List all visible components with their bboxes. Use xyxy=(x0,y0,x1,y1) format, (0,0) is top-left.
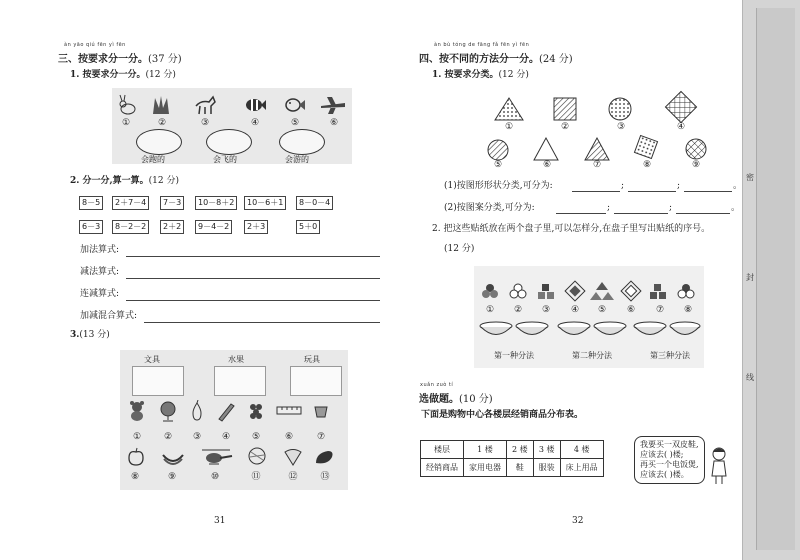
speech-bubble xyxy=(634,436,705,484)
floor-header-cell: 2 楼 xyxy=(507,441,534,459)
q3-points: (13 分) xyxy=(79,330,110,340)
stickers-row xyxy=(480,280,700,304)
q1-number-6: ⑥ xyxy=(329,118,339,128)
category-label-stationery: 文具 xyxy=(144,355,160,364)
pattern-end: 。 xyxy=(731,203,741,213)
answer-line-mixed[interactable] xyxy=(144,322,380,323)
pencil-icon xyxy=(216,400,236,422)
shape-number-6: ⑥ xyxy=(542,160,552,170)
shape-sep-1: ; xyxy=(621,181,625,191)
rabbit-icon xyxy=(116,94,138,116)
plate-2b[interactable] xyxy=(594,322,626,335)
eq-r1-5: 10－6＋1 xyxy=(244,196,286,210)
floor-goods-cell: 家用电器 xyxy=(464,459,507,477)
r-q1-title: 1. 按要求分类。 xyxy=(432,70,499,80)
q3-number-7: ⑦ xyxy=(316,432,326,442)
group-label-fly: 会飞的 xyxy=(213,155,237,164)
plate-3b[interactable] xyxy=(670,322,700,335)
sticker-1 xyxy=(482,284,498,298)
eggplant-icon xyxy=(312,447,336,467)
sticker-number-3: ③ xyxy=(541,305,551,315)
r-q2-title: 2. 把这些贴纸放在两个盘子里,可以怎样分,在盘子里写出贴纸的序号。 xyxy=(432,224,711,234)
floor-header-cell: 4 楼 xyxy=(560,441,603,459)
horse-icon xyxy=(193,94,217,116)
q3-title: 3. xyxy=(70,330,80,340)
category-label-fruit: 水果 xyxy=(228,355,244,364)
globe-icon xyxy=(158,400,178,422)
sticker-6 xyxy=(621,281,641,301)
eq-r1-1: 8－5 xyxy=(79,196,103,210)
classify-by-shape-label: (1)按图形形状分类,可分为: xyxy=(444,181,553,191)
floor-header-cell: 1 楼 xyxy=(464,441,507,459)
box-fruit[interactable] xyxy=(214,366,266,396)
shape-answer-2[interactable] xyxy=(628,191,676,192)
label-mixed: 加减混合算式: xyxy=(80,311,138,321)
airplane-icon xyxy=(319,94,347,116)
plates-row xyxy=(478,320,702,340)
shape-answer-3[interactable] xyxy=(684,191,732,192)
answer-line-consecutive-subtraction[interactable] xyxy=(126,300,380,301)
label-addition: 加法算式: xyxy=(80,245,120,255)
floor-header-cell: 3 楼 xyxy=(533,441,560,459)
page-number-right: 32 xyxy=(572,516,584,526)
label-subtraction: 减法算式: xyxy=(80,267,120,277)
eq-r2-3: 2＋2 xyxy=(160,220,184,234)
fish-icon xyxy=(283,94,307,116)
binding-char-1: 密 xyxy=(746,173,754,182)
method-label-1: 第一种分法 xyxy=(494,351,534,360)
binding-inner-strip xyxy=(756,8,795,550)
bananas-icon xyxy=(161,449,185,467)
sticker-number-4: ④ xyxy=(570,305,580,315)
q3-number-8: ⑧ xyxy=(130,472,140,482)
section4-heading xyxy=(419,50,573,65)
fan-icon xyxy=(282,446,304,468)
helicopter-icon xyxy=(200,447,234,467)
eq-r1-6: 8－0－4 xyxy=(296,196,333,210)
floor-table xyxy=(420,440,604,477)
plate-1a[interactable] xyxy=(480,322,512,335)
sticker-number-1: ① xyxy=(485,305,495,315)
label-consecutive-subtraction: 连减算式: xyxy=(80,289,120,299)
q1-number-2: ② xyxy=(157,118,167,128)
shape-striped-circle xyxy=(488,140,508,160)
floor-goods-cell: 服装 xyxy=(533,459,560,477)
q3-number-6: ⑥ xyxy=(284,432,294,442)
eq-r1-4: 10－8＋2 xyxy=(195,196,237,210)
eq-r2-1: 6－3 xyxy=(79,220,103,234)
q3-number-11: ⑪ xyxy=(251,472,261,482)
page-number-left: 31 xyxy=(214,516,226,526)
section4-points: (24 分) xyxy=(539,54,573,65)
shape-dotted-circle xyxy=(609,98,631,120)
sticker-number-5: ⑤ xyxy=(597,305,607,315)
q3-number-4: ④ xyxy=(221,432,231,442)
r-q2-points: (12 分) xyxy=(444,244,475,254)
floor-goods-cell: 床上用品 xyxy=(560,459,603,477)
section4-pinyin: àn bù tóng de fāng fǎ fēn yì fēn xyxy=(434,42,530,48)
shape-number-9: ⑨ xyxy=(691,160,701,170)
sticker-3 xyxy=(538,284,554,299)
q3-number-2: ② xyxy=(163,432,173,442)
box-stationery[interactable] xyxy=(132,366,184,396)
binding-char-3: 线 xyxy=(746,373,754,382)
floor-table-goods-row xyxy=(421,459,604,477)
box-toys[interactable] xyxy=(290,366,342,396)
q3-number-12: ⑫ xyxy=(288,472,298,482)
pattern-answer-1[interactable] xyxy=(556,213,606,214)
eq-r1-2: 2＋7－4 xyxy=(112,196,149,210)
pear-icon xyxy=(188,400,206,422)
shape-number-3: ③ xyxy=(616,122,626,132)
sticker-2 xyxy=(510,284,526,298)
eq-r2-4: 9－4－2 xyxy=(195,220,232,234)
grapes-icon xyxy=(247,400,265,422)
eq-r2-6: 5＋0 xyxy=(296,220,320,234)
floor-table-header-row xyxy=(421,441,604,459)
answer-line-addition[interactable] xyxy=(126,256,380,257)
group-label-run: 会跑的 xyxy=(141,155,165,164)
section4-title: 四、按不同的方法分一分。 xyxy=(419,54,539,65)
section3-heading xyxy=(58,50,182,65)
plate-1b[interactable] xyxy=(516,322,548,335)
apple-icon xyxy=(126,447,146,467)
answer-line-subtraction[interactable] xyxy=(126,278,380,279)
pattern-sep-2: ; xyxy=(669,203,673,213)
teddy-bear-icon xyxy=(126,400,148,422)
binding-char-2: 封 xyxy=(746,273,754,282)
floor-header-cell: 楼层 xyxy=(421,441,464,459)
floor-goods-cell: 鞋 xyxy=(507,459,534,477)
q1-number-3: ③ xyxy=(200,118,210,128)
q3-number-1: ① xyxy=(132,432,142,442)
q1-heading xyxy=(70,70,176,81)
clownfish-icon xyxy=(243,94,267,116)
group-oval-run[interactable] xyxy=(136,129,182,155)
q3-number-9: ⑨ xyxy=(167,472,177,482)
q3-number-13: ⑬ xyxy=(320,472,330,482)
choose-pinyin: xuǎn zuò tí xyxy=(420,382,454,388)
plate-2a[interactable] xyxy=(558,322,590,335)
sticker-7 xyxy=(650,284,666,299)
method-label-2: 第二种分法 xyxy=(572,351,612,360)
balloon-icon xyxy=(247,446,267,468)
shape-number-2: ② xyxy=(560,122,570,132)
bubble-line-2[interactable]: 应该去( )楼; xyxy=(640,450,684,459)
bubble-line-4[interactable]: 应该去( )楼。 xyxy=(640,470,689,479)
shape-number-1: ① xyxy=(504,122,514,132)
sticker-8 xyxy=(678,284,694,298)
section3-title: 三、按要求分一分。 xyxy=(58,54,148,65)
sticker-4 xyxy=(565,281,585,301)
shape-end: 。 xyxy=(733,181,743,191)
sharpener-icon xyxy=(312,402,330,420)
category-label-toys: 玩具 xyxy=(304,355,320,364)
group-oval-swim[interactable] xyxy=(279,129,325,155)
q1-number-1: ① xyxy=(121,118,131,128)
section3-pinyin: àn yāo qiú fēn yì fēn xyxy=(64,42,126,48)
q2-title: 2. 分一分,算一算。 xyxy=(70,176,149,186)
group-oval-fly[interactable] xyxy=(206,129,252,155)
q1-points: (12 分) xyxy=(145,70,176,80)
sticker-number-7: ⑦ xyxy=(655,305,665,315)
shape-number-8: ⑧ xyxy=(642,160,652,170)
q1-title: 1. 按要求分一分。 xyxy=(70,70,146,80)
sticker-number-2: ② xyxy=(513,305,523,315)
shape-dotted-square xyxy=(634,135,657,158)
q3-number-10: ⑩ xyxy=(210,472,220,482)
q3-number-3: ③ xyxy=(192,432,202,442)
bubble-line-3: 再买一个电饭煲, xyxy=(640,460,699,469)
choose-points: (10 分) xyxy=(459,394,493,405)
group-label-swim: 会游的 xyxy=(285,155,309,164)
shape-crosshatch-square xyxy=(665,91,696,122)
shape-plain-triangle xyxy=(534,138,558,160)
shape-crosshatch-circle xyxy=(686,139,706,159)
q1-number-4: ④ xyxy=(250,118,260,128)
classify-by-pattern-label: (2)按图案分类,可分为: xyxy=(444,203,535,213)
q2-points: (12 分) xyxy=(148,176,180,186)
choose-heading xyxy=(419,390,493,405)
sticker-number-6: ⑥ xyxy=(626,305,636,315)
choose-intro: 下面是购物中心各楼层经销商品分布表。 xyxy=(421,410,584,420)
shape-number-5: ⑤ xyxy=(493,160,503,170)
shape-sep-2: ; xyxy=(677,181,681,191)
sticker-number-8: ⑧ xyxy=(683,305,693,315)
shape-striped-triangle xyxy=(585,138,609,160)
q1-number-5: ⑤ xyxy=(290,118,300,128)
girl-icon xyxy=(708,446,730,486)
sticker-5 xyxy=(590,282,614,300)
shape-number-7: ⑦ xyxy=(592,160,602,170)
r-q1-points: (12 分) xyxy=(498,70,529,80)
pattern-answer-3[interactable] xyxy=(676,213,730,214)
q3-heading xyxy=(70,330,110,341)
q2-heading xyxy=(70,176,179,187)
eq-r2-5: 2＋3 xyxy=(244,220,268,234)
shape-dotted-triangle xyxy=(495,98,523,120)
choose-title: 选做题。 xyxy=(419,394,459,405)
eq-r2-2: 8－2－2 xyxy=(112,220,149,234)
r-q1-heading xyxy=(432,70,529,81)
shape-striped-square xyxy=(554,98,576,120)
method-label-3: 第三种分法 xyxy=(650,351,690,360)
q3-number-5: ⑤ xyxy=(251,432,261,442)
shape-number-4: ④ xyxy=(676,122,686,132)
plate-3a[interactable] xyxy=(634,322,666,335)
eq-r1-3: 7－3 xyxy=(160,196,184,210)
pattern-answer-2[interactable] xyxy=(614,213,668,214)
section3-points: (37 分) xyxy=(148,54,182,65)
bubble-line-1: 我要买一双皮鞋, xyxy=(640,440,699,449)
turkey-icon xyxy=(150,94,172,116)
floor-goods-cell: 经销商品 xyxy=(421,459,464,477)
shape-answer-1[interactable] xyxy=(572,191,620,192)
ruler-icon xyxy=(276,404,302,418)
pattern-sep-1: ; xyxy=(607,203,611,213)
